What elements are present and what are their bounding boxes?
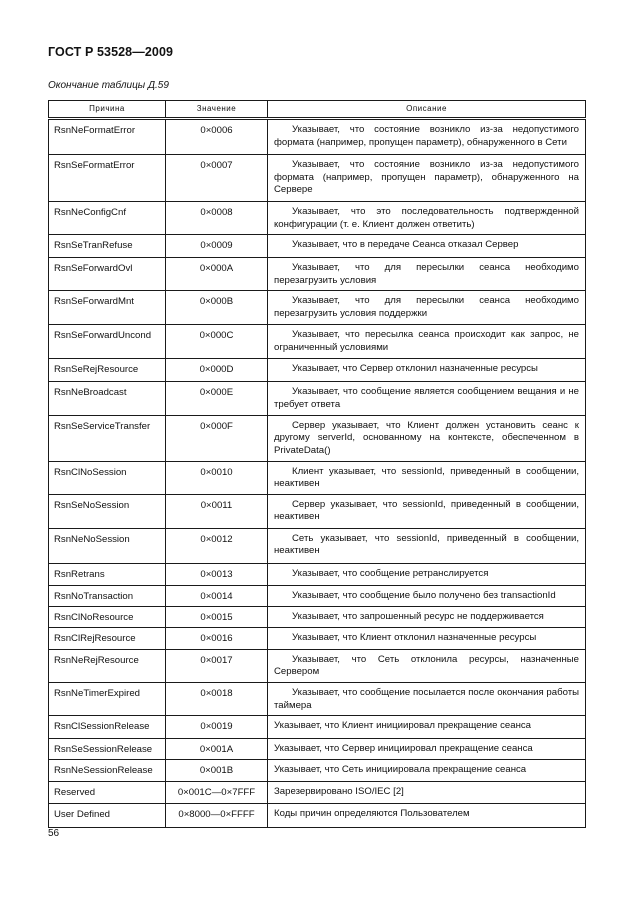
value-cell: 0×001C—0×7FFF <box>166 782 268 804</box>
description-cell <box>268 563 586 585</box>
description-cell <box>268 325 586 359</box>
table-row <box>49 155 586 202</box>
value-cell: 0×0006 <box>166 119 268 155</box>
reason-cell: RsnClNoResource <box>49 606 166 627</box>
reason-cell: RsnSeSessionRelease <box>49 739 166 760</box>
description-cell <box>268 739 586 760</box>
table-row <box>49 606 586 627</box>
description-text: Указывает, что Сервер отклонил назначенные ресурсы <box>292 363 538 375</box>
description-cell <box>268 258 586 291</box>
value-cell: 0×8000—0×FFFF <box>166 804 268 828</box>
description-cell <box>268 359 586 382</box>
table-row <box>49 202 586 235</box>
description-text: Указывает, что Сеть инициировала прекращение сеанса <box>274 764 527 776</box>
description-cell <box>268 119 586 155</box>
description-text: Сервер указывает, что Клиент должен установить сеанс к другому serverId, основанному на контексте, обеспеченном в PrivateData() <box>274 419 579 456</box>
table-row <box>49 627 586 649</box>
description-cell <box>268 291 586 325</box>
description-text: Сеть указывает, что sessionId, приведенный в сообщении, неактивен <box>274 532 579 557</box>
value-cell: 0×000E <box>166 382 268 415</box>
table-row <box>49 258 586 291</box>
table-row <box>49 585 586 606</box>
description-text: Указывает, что Сеть отклонила ресурсы, назначенные Сервером <box>274 653 579 678</box>
value-cell: 0×0018 <box>166 682 268 715</box>
description-cell <box>268 415 586 461</box>
description-text: Указывает, что запрошенный ресурс не поддерживается <box>292 610 544 622</box>
value-cell: 0×0007 <box>166 155 268 202</box>
description-cell <box>268 627 586 649</box>
description-text: Клиент указывает, что sessionId, приведенный в сообщении, неактивен <box>274 465 579 490</box>
description-text: Указывает, что Клиент отклонил назначенные ресурсы <box>292 631 537 643</box>
reason-cell: RsnRetrans <box>49 563 166 585</box>
reason-cell: Reserved <box>49 782 166 804</box>
description-text: Указывает, что состояние возникло из-за недопустимого формата (например, пропущен параметр), обнаруженного в Сети <box>274 124 579 148</box>
table-row <box>49 494 586 528</box>
value-cell: 0×000C <box>166 325 268 359</box>
table-row <box>49 415 586 461</box>
reason-cell: RsnClNoSession <box>49 461 166 494</box>
reason-cell: RsnSeRejResource <box>49 359 166 382</box>
description-text: Указывает, что Клиент инициировал прекращение сеанса <box>274 720 532 732</box>
table-row <box>49 119 586 155</box>
value-cell: 0×0017 <box>166 649 268 682</box>
description-text: Указывает, что сообщение было получено без transactionId <box>292 589 556 601</box>
value-cell: 0×001B <box>166 760 268 782</box>
reason-cell: RsnSeNoSession <box>49 494 166 528</box>
description-text: Указывает, что это последовательность подтвержденной конфигурации (т. е. Клиент должен ответить) <box>274 206 579 230</box>
table-row <box>49 359 586 382</box>
description-cell <box>268 760 586 782</box>
description-text: Сервер указывает, что sessionId, приведенный в сообщении, неактивен <box>274 498 579 523</box>
description-text: Указывает, что сообщение посылается после окончания работы таймера <box>274 686 579 711</box>
description-cell <box>268 202 586 235</box>
reason-cell: RsnSeTranRefuse <box>49 235 166 258</box>
description-cell <box>268 585 586 606</box>
value-cell: 0×0014 <box>166 585 268 606</box>
table-row <box>49 649 586 682</box>
column-header-reason: Причина <box>49 101 166 119</box>
reason-cell: RsnSeForwardOvl <box>49 258 166 291</box>
description-cell <box>268 382 586 415</box>
description-text: Указывает, что в передаче Сеанса отказал Сервер <box>292 239 519 251</box>
table-row <box>49 382 586 415</box>
value-cell: 0×001A <box>166 739 268 760</box>
value-cell: 0×000F <box>166 415 268 461</box>
description-cell <box>268 235 586 258</box>
reason-cell: RsnNoTransaction <box>49 585 166 606</box>
description-cell <box>268 716 586 739</box>
description-text: Указывает, что состояние возникло из-за недопустимого формата (например, пропущен параметр), обнаруженного на Сервере <box>274 159 579 196</box>
reason-cell: RsnSeForwardMnt <box>49 291 166 325</box>
description-text: Указывает, что сообщение ретранслируется <box>292 567 489 579</box>
reason-cell: User Defined <box>49 804 166 828</box>
table-row <box>49 682 586 715</box>
value-cell: 0×0010 <box>166 461 268 494</box>
table-row <box>49 804 586 828</box>
description-cell <box>268 649 586 682</box>
description-text: Указывает, что Сервер инициировал прекращение сеанса <box>274 743 533 755</box>
table-row <box>49 563 586 585</box>
description-text: Указывает, что сообщение является сообщением вещания и не требует ответа <box>274 386 579 410</box>
reason-cell: RsnSeServiceTransfer <box>49 415 166 461</box>
table-row <box>49 739 586 760</box>
description-cell <box>268 461 586 494</box>
description-cell <box>268 682 586 715</box>
description-cell <box>268 804 586 828</box>
value-cell: 0×0016 <box>166 627 268 649</box>
table-row <box>49 325 586 359</box>
table-row <box>49 782 586 804</box>
reason-cell: RsnNeNoSession <box>49 528 166 563</box>
description-text: Указывает, что для пересылки сеанса необходимо перезагрузить условия поддержки <box>274 295 579 319</box>
reason-cell: RsnNeConfigCnf <box>49 202 166 235</box>
table-row <box>49 528 586 563</box>
description-cell <box>268 782 586 804</box>
column-header-description: Описание <box>268 101 586 119</box>
column-header-value: Значение <box>166 101 268 119</box>
reason-cell: RsnNeFormatError <box>49 119 166 155</box>
value-cell: 0×0008 <box>166 202 268 235</box>
value-cell: 0×0011 <box>166 494 268 528</box>
value-cell: 0×0019 <box>166 716 268 739</box>
reason-cell: RsnSeForwardUncond <box>49 325 166 359</box>
value-cell: 0×0015 <box>166 606 268 627</box>
table-row <box>49 291 586 325</box>
table-row <box>49 235 586 258</box>
description-cell <box>268 494 586 528</box>
reason-cell: RsnNeSessionRelease <box>49 760 166 782</box>
description-cell <box>268 528 586 563</box>
table-header-row <box>49 101 586 119</box>
description-cell <box>268 606 586 627</box>
description-text: Указывает, что для пересылки сеанса необходимо перезагрузить условия <box>274 262 579 286</box>
table-row <box>49 461 586 494</box>
reason-cell: RsnClSessionRelease <box>49 716 166 739</box>
description-text: Коды причин определяются Пользователем <box>274 808 470 820</box>
value-cell: 0×000B <box>166 291 268 325</box>
page-number: 56 <box>48 828 60 839</box>
reason-cell: RsnNeRejResource <box>49 649 166 682</box>
value-cell: 0×0009 <box>166 235 268 258</box>
description-text: Указывает, что пересылка сеанса происходит как запрос, не ограниченный условиями <box>274 329 579 353</box>
value-cell: 0×000A <box>166 258 268 291</box>
reason-cell: RsnSeFormatError <box>49 155 166 202</box>
description-cell <box>268 155 586 202</box>
table-caption: Окончание таблицы Д.59 <box>48 80 169 91</box>
value-cell: 0×0012 <box>166 528 268 563</box>
value-cell: 0×0013 <box>166 563 268 585</box>
document-id: ГОСТ Р 53528—2009 <box>48 45 174 59</box>
reason-cell: RsnClRejResource <box>49 627 166 649</box>
table-row <box>49 716 586 739</box>
description-text: Зарезервировано ISO/IEC [2] <box>274 786 404 798</box>
reason-cell: RsnNeTimerExpired <box>49 682 166 715</box>
table-row <box>49 760 586 782</box>
value-cell: 0×000D <box>166 359 268 382</box>
reason-codes-table <box>48 100 586 828</box>
reason-cell: RsnNeBroadcast <box>49 382 166 415</box>
